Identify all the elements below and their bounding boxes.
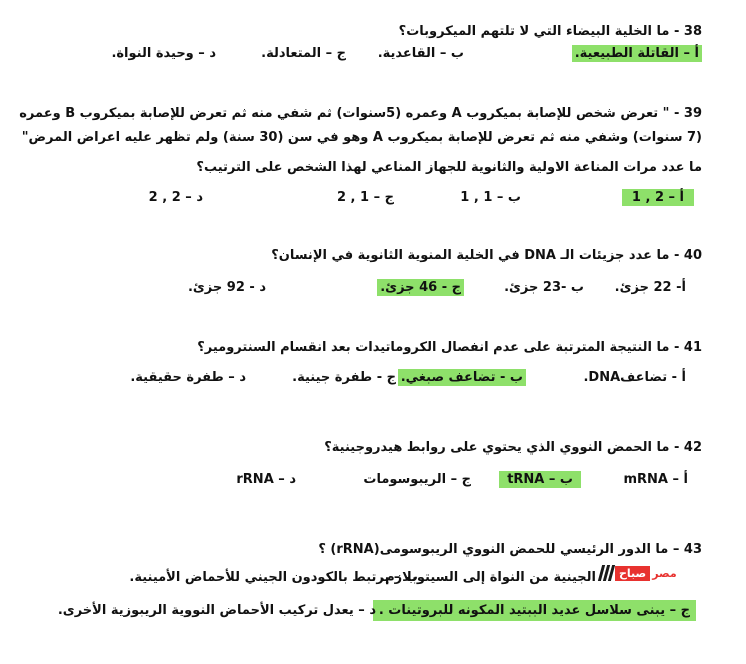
q38-option-a: أ – القاتلة الطبيعية. bbox=[572, 46, 702, 62]
q43-option-b: ب – يرتبط بالكودون الجيني للأحماض الأمينية. bbox=[129, 570, 418, 585]
q41-option-b: ب - تضاعف صبغي. bbox=[398, 370, 526, 386]
q39-option-a: أ – 2 , 1 bbox=[622, 190, 694, 206]
q43-option-a: الجينية من النواة إلى السيتوبلازم. bbox=[380, 570, 596, 585]
q39-option-c: ج – 1 , 2 bbox=[336, 190, 394, 205]
q40-option-c: ج - 46 جزئ. bbox=[377, 280, 464, 296]
q39-question: ما عدد مرات المناعة الاولية والثانوية للجهاز المناعي لهذا الشخص على الترتيب؟ bbox=[196, 160, 702, 175]
q40-option-d: د - 92 جزئ. bbox=[187, 280, 266, 295]
q40-option-b: ب -23 جزئ. bbox=[504, 280, 584, 295]
q39-stem-line1: 39 - " تعرض شخص للإصابة بميكروب A وعمره (5سنوات) ثم شفي منه ثم تعرض للإصابة بميكروب B وعمره bbox=[19, 106, 702, 121]
sabah-masr-logo bbox=[600, 563, 677, 583]
q39-option-b: ب – 1 , 1 bbox=[460, 190, 521, 205]
q40-question: 40 - ما عدد جزيئات الـ DNA في الخلية المنوية الثانوية في الإنسان؟ bbox=[271, 248, 702, 263]
q38-question: 38 - ما الخلية البيضاء التي لا تلتهم الميكروبات؟ bbox=[398, 24, 702, 39]
q38-option-c: ج – المتعادلة. bbox=[261, 46, 346, 61]
q40-option-a: أ- 22 جزئ. bbox=[614, 280, 686, 295]
q43-option-d: د – يعدل تركيب الأحماض النووية الريبوزية الأخرى. bbox=[57, 603, 376, 618]
q42-question: 42 - ما الحمض النووي الذي يحتوي على روابط هيدروجينية؟ bbox=[324, 440, 702, 455]
q38-option-b: ب – القاعدية. bbox=[377, 46, 464, 61]
q42-option-a: أ – mRNA bbox=[623, 472, 688, 487]
q39-option-d: د – 2 , 2 bbox=[148, 190, 203, 205]
q42-option-d: د – rRNA bbox=[236, 472, 296, 487]
q41-option-c: ج - طفرة جينية. bbox=[292, 370, 396, 385]
q42-option-b: ب – tRNA bbox=[499, 472, 581, 488]
q42-option-c: ج – الريبوسومات bbox=[363, 472, 471, 487]
q41-option-a: أ - تضاعفDNA. bbox=[583, 370, 686, 385]
logo-box: صباح bbox=[615, 566, 650, 581]
logo-bars-icon bbox=[600, 565, 613, 581]
q41-option-d: د – طفرة حقيقية. bbox=[130, 370, 246, 385]
q39-stem-line2: (7 سنوات) وشفي منه ثم تعرض للإصابة بميكروب A وهو في سن (30 سنة) ولم تظهر عليه اعراض المرض" bbox=[21, 130, 702, 145]
q41-question: 41 - ما النتيجة المترتبة على عدم انفصال الكروماتيدات بعد انقسام السنترومير؟ bbox=[197, 340, 702, 355]
q38-option-d: د – وحيدة النواة. bbox=[111, 46, 216, 61]
q43-option-c: ج – يبنى سلاسل عديد الببتيد المكونه للبروتينات . bbox=[373, 603, 696, 619]
logo-text: مصر bbox=[652, 566, 677, 580]
q43-question: 43 – ما الدور الرئيسي للحمض النووي الريبوسومى(rRNA) ؟ bbox=[318, 542, 702, 557]
